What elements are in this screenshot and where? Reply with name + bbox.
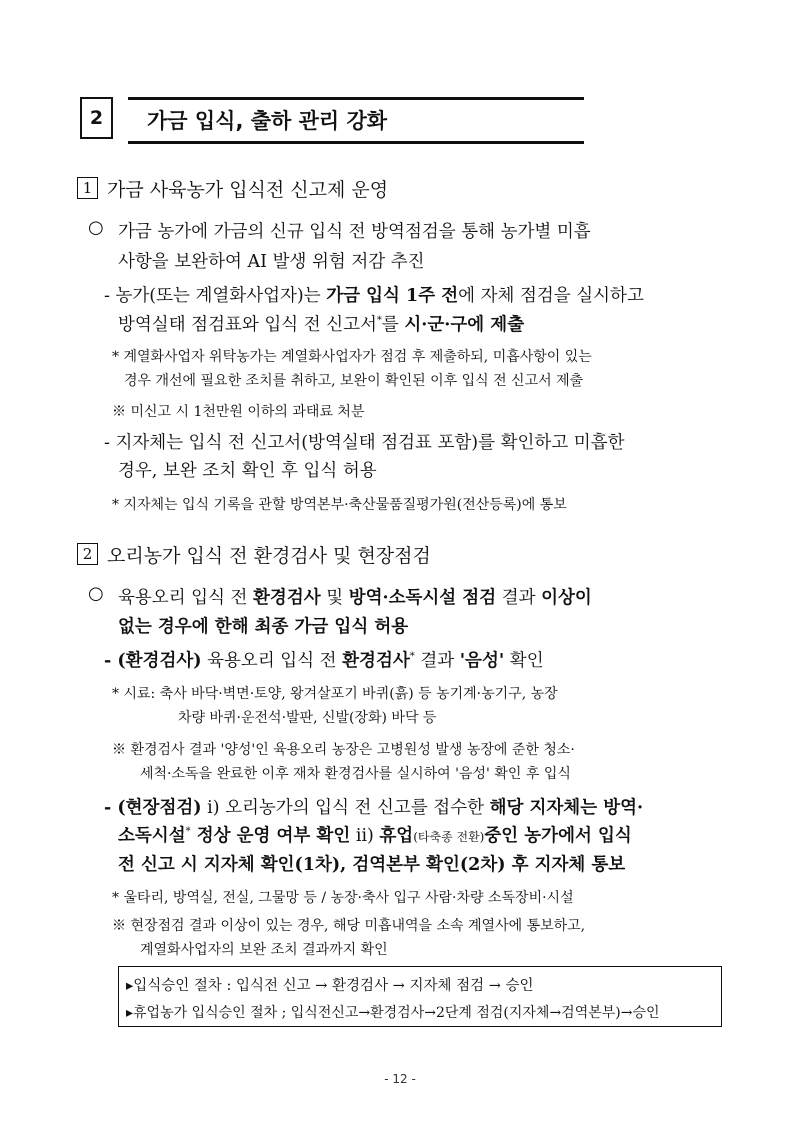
sec1-dash1-line2 xyxy=(118,311,524,336)
sec1-dash2-line2: 경우, 보완 조치 확인 후 입식 허용 xyxy=(118,461,377,481)
sec2-dash2-line3: 전 신고 시 지자체 확인(1차), 검역본부 확인(2차) 후 지자체 통보 xyxy=(118,855,626,875)
text-span: 결과 xyxy=(496,588,542,608)
sec2-dash1 xyxy=(104,647,544,672)
sec2-note3: * 울타리, 방역실, 전실, 그물망 등 / 농장·축사 입구 사람·차량 소독장비·시설 xyxy=(112,890,574,906)
text-span: 육용오리 입식 전 xyxy=(118,588,254,608)
sec2-note2-line1: ※ 환경검사 결과 '양성'인 육용오리 농장은 고병원성 발생 농장에 준한 청소· xyxy=(112,742,575,758)
text-span: 확인 xyxy=(504,651,544,671)
sec2-note4-line2: 계열화사업자의 보완 조치 결과까지 확인 xyxy=(140,942,388,958)
text-span: 결과 xyxy=(414,651,460,671)
sec1-bullet-line2: 사항을 보완하여 AI 발생 위험 저감 추진 xyxy=(118,252,425,272)
subsection-1-number: 1 xyxy=(77,177,98,199)
bullet-marker: ○ xyxy=(88,217,104,238)
emphasis-span: 환경검사 xyxy=(342,651,410,671)
sec2-note1-line1: * 시료: 축사 바닥·벽면·토양, 왕겨살포기 바퀴(흙) 등 농기계·농기구, 농장 xyxy=(112,686,558,702)
footnote-mark: * xyxy=(409,651,415,663)
text-span: ⅱ) xyxy=(350,826,380,846)
subsection-1-title: 가금 사육농가 입식전 신고제 운영 xyxy=(107,179,389,201)
procedure-line-2: ▸휴업농가 입식승인 절차 ; 입식전신고→환경검사→2단계 점검(지자체→검역본부)→승인 xyxy=(126,1005,660,1021)
text-span: 및 xyxy=(320,588,349,608)
header-rule-top xyxy=(128,97,584,100)
header-rule-bottom xyxy=(128,141,584,144)
text-span: ⅰ) 오리농가의 입식 전 신고를 접수한 xyxy=(201,798,490,818)
sec2-dash2-line2 xyxy=(118,822,632,847)
sec1-dash1-line1 xyxy=(104,282,644,307)
emphasis-span: 휴업 xyxy=(379,826,414,846)
emphasis-span: 이상이 xyxy=(541,588,592,608)
text-span: 육용오리 입식 전 xyxy=(201,651,343,671)
emphasis-span: 중인 농가에서 입식 xyxy=(484,826,632,846)
emphasis-span: 가금 입식 1주 전 xyxy=(326,286,459,306)
emphasis-span: 환경검사 xyxy=(253,588,321,608)
page-title: 가금 입식, 출하 관리 강화 xyxy=(147,109,388,133)
text-span: 에 자체 점검을 실시하고 xyxy=(458,286,644,306)
emphasis-span: 방역·소독시설 점검 xyxy=(348,588,497,608)
bullet-marker: ○ xyxy=(88,583,104,604)
text-span: 를 xyxy=(381,315,405,335)
sec1-note1-line2: 경우 개선에 필요한 조치를 취하고, 보완이 확인된 이후 입식 전 신고서 제출 xyxy=(124,373,584,389)
text-span: 방역실태 점검표와 입식 전 신고서 xyxy=(118,315,377,335)
procedure-line-1: ▸입식승인 절차 : 입식전 신고 → 환경검사 → 지자체 점검 → 승인 xyxy=(126,978,534,994)
sec2-bullet-line1 xyxy=(118,584,592,609)
emphasis-span: 해당 지자체는 방역· xyxy=(489,798,644,818)
subsection-2-title: 오리농가 입식 전 환경검사 및 현장점검 xyxy=(107,545,431,567)
sec2-bullet-line2: 없는 경우에 한해 최종 가금 입식 허용 xyxy=(118,617,409,637)
section-number-box: 2 xyxy=(80,97,113,139)
sec1-dash2-line1: - 지자체는 입식 전 신고서(방역실태 점검표 포함)를 확인하고 미흡한 xyxy=(104,433,625,453)
footnote-mark: * xyxy=(185,826,191,838)
sec2-note2-line2: 세척·소독을 완료한 이후 재차 환경검사를 실시하여 '음성' 확인 후 입식 xyxy=(140,766,571,782)
subsection-2-number: 2 xyxy=(77,543,98,565)
emphasis-span: 시·군·구에 제출 xyxy=(404,315,525,335)
emphasis-span: - (환경검사) xyxy=(104,651,202,671)
sec1-note1-line1: * 계열화사업자 위탁농가는 계열화사업자가 점검 후 제출하되, 미흡사항이 있는 xyxy=(112,349,592,365)
sec2-dash2-line1 xyxy=(104,794,643,819)
sec2-note1-line2: 차량 바퀴·운전석·발판, 신발(장화) 바닥 등 xyxy=(178,710,437,726)
emphasis-span: 정상 운영 여부 확인 xyxy=(190,826,351,846)
sec1-note3: * 지자체는 입식 기록을 관할 방역본부·축산물품질평가원(전산등록)에 통보 xyxy=(112,497,567,513)
text-span: (타축종 전환) xyxy=(413,830,485,844)
emphasis-span: 소독시설 xyxy=(118,826,186,846)
emphasis-span: - (현장점검) xyxy=(104,798,202,818)
emphasis-span: '음성' xyxy=(459,651,505,671)
sec1-note2: ※ 미신고 시 1천만원 이하의 과태료 처분 xyxy=(112,404,365,420)
sec1-bullet-line1: 가금 농가에 가금의 신규 입식 전 방역점검을 통해 농가별 미흡 xyxy=(118,222,591,242)
footnote-mark: * xyxy=(376,315,382,327)
page-number: - 12 - xyxy=(384,1072,416,1086)
sec2-note4-line1: ※ 현장점검 결과 이상이 있는 경우, 해당 미흡내역을 소속 계열사에 통보하고, xyxy=(112,918,586,934)
text-span: - 농가(또는 계열화사업자)는 xyxy=(104,286,327,306)
